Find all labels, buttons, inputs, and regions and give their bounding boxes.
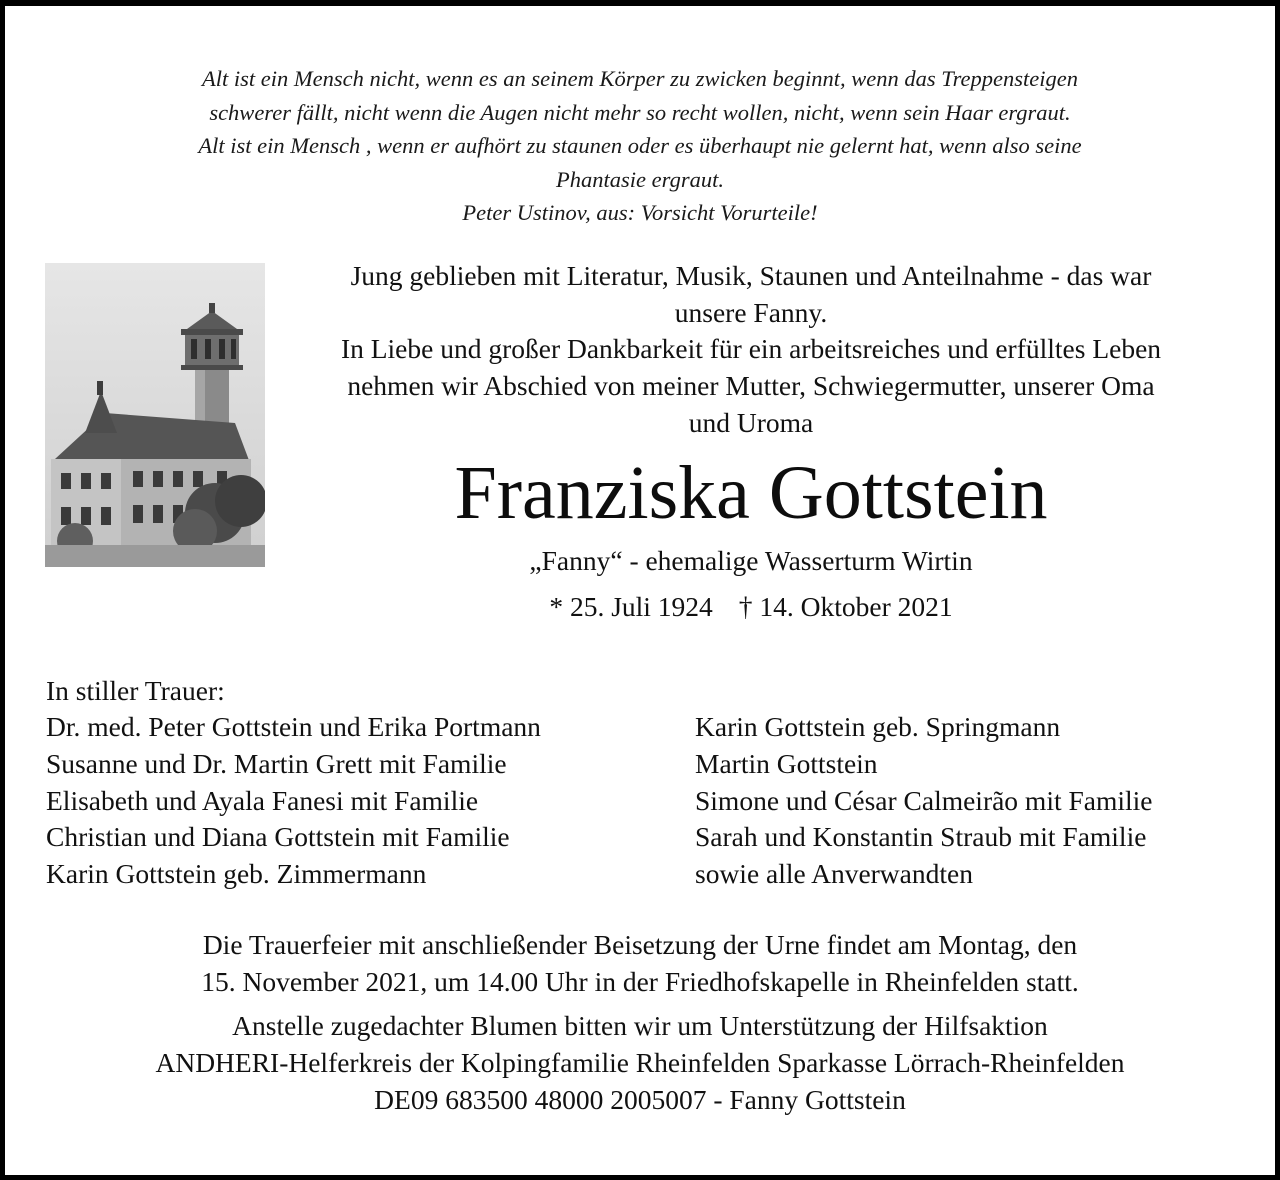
- mourner-entry: Susanne und Dr. Martin Grett mit Familie: [46, 747, 507, 779]
- deceased-nickname: „Fanny“ - ehemalige Wasserturm Wirtin: [529, 545, 973, 576]
- mourner-entry: Karin Gottstein geb. Springmann: [695, 711, 1061, 742]
- quote-line: Alt ist ein Mensch nicht, wenn es an seinem Körper zu zwicken beginnt, wenn das Treppensteigen: [202, 66, 1078, 91]
- mourner-entry: Dr. med. Peter Gottstein und Erika Portmann: [46, 711, 541, 742]
- intro-line: nehmen wir Abschied von meiner Mutter, Schwiegermutter, unserer Oma: [347, 370, 1155, 402]
- water-tower-illustration: [45, 263, 265, 567]
- ceremony-line: Die Trauerfeier mit anschließender Beisetzung der Urne findet am Montag, den: [202, 929, 1078, 960]
- mourners-left-column: [46, 709, 541, 893]
- intro-line: Jung geblieben mit Literatur, Musik, Staunen und Anteilnahme - das war: [350, 260, 1152, 291]
- donation-line: DE09 683500 48000 2005007 - Fanny Gottstein: [374, 1084, 906, 1116]
- mourner-entry: sowie alle Anverwandten: [695, 858, 973, 890]
- mourner-entry: Sarah und Konstantin Straub mit Familie: [695, 821, 1147, 853]
- mourner-entry: Simone und César Calmeirão mit Familie: [695, 784, 1153, 816]
- donation-line: Anstelle zugedachter Blumen bitten wir um Unterstützung der Hilfsaktion: [232, 1010, 1048, 1041]
- quote-block: [40, 62, 1240, 230]
- intro-text: [270, 258, 1232, 442]
- quote-line: Alt ist ein Mensch , wenn er aufhört zu staunen oder es überhaupt nie gelernt hat, wenn also seine: [198, 133, 1082, 158]
- intro-line: In Liebe und großer Dankbarkeit für ein arbeitsreiches und erfülltes Leben: [340, 333, 1162, 365]
- intro-line: und Uroma: [688, 406, 814, 438]
- ceremony-notice: [40, 927, 1240, 1001]
- mourners-right-column: [695, 709, 1153, 893]
- quote-attribution: Peter Ustinov, aus: Vorsicht Vorurteile!: [462, 200, 818, 225]
- quote-line: Phantasie ergraut.: [556, 166, 724, 192]
- donation-notice: [40, 1007, 1240, 1119]
- mourner-entry: Elisabeth und Ayala Fanesi mit Familie: [46, 784, 479, 816]
- death-date: † 14. Oktober 2021: [738, 591, 953, 622]
- deceased-name: Franziska Gottstein: [454, 451, 1048, 535]
- mourners-label: In stiller Trauer:: [46, 675, 225, 706]
- ceremony-line: 15. November 2021, um 14.00 Uhr in der Friedhofskapelle in Rheinfelden statt.: [201, 965, 1079, 997]
- donation-line: ANDHERI-Helferkreis der Kolpingfamilie Rheinfelden Sparkasse Lörrach-Rheinfelden: [155, 1047, 1125, 1079]
- mourner-entry: Martin Gottstein: [695, 747, 878, 779]
- water-tower-photo: [45, 263, 265, 567]
- life-dates: [270, 589, 1232, 625]
- mourner-entry: Karin Gottstein geb. Zimmermann: [46, 858, 427, 890]
- intro-line: unsere Fanny.: [674, 296, 828, 328]
- quote-line: schwerer fällt, nicht wenn die Augen nicht mehr so recht wollen, nicht, wenn sein Haar ergraut.: [209, 99, 1071, 125]
- birth-date: * 25. Juli 1924: [549, 591, 713, 622]
- mourner-entry: Christian und Diana Gottstein mit Familie: [46, 821, 510, 853]
